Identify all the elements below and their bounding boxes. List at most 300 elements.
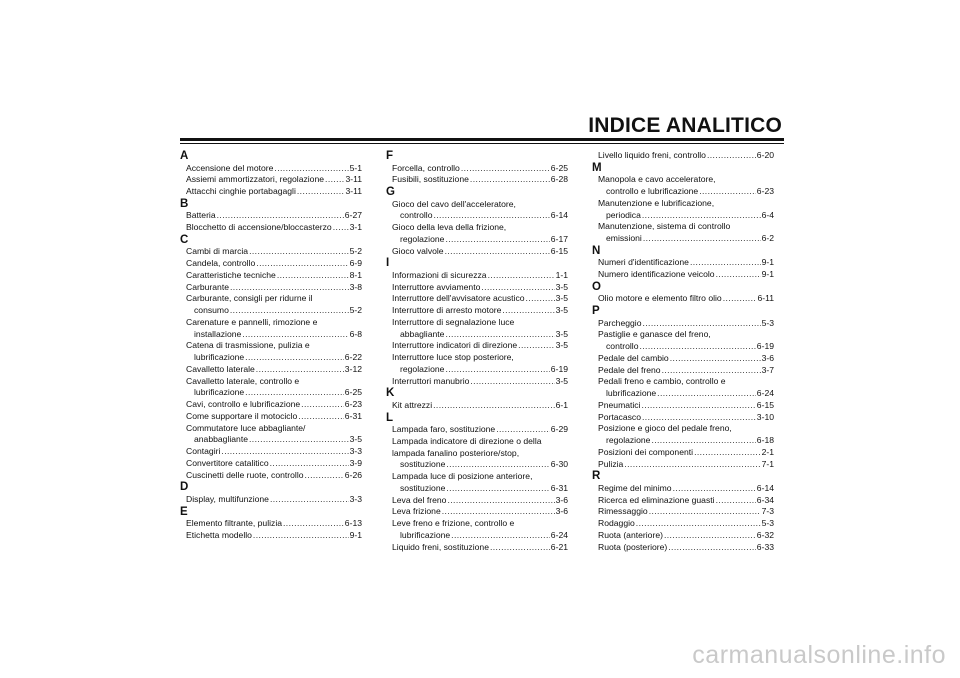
index-entry [386, 305, 568, 317]
index-entry [592, 353, 774, 365]
entry-leader-row [392, 282, 568, 294]
entry-page-number: 7-3 [761, 506, 774, 517]
entry-text: lubrificazione [194, 387, 245, 398]
entry-text: lubrificazione [194, 352, 245, 362]
entry-leader-row [186, 399, 362, 411]
entry-page-number: 6-32 [756, 529, 774, 540]
dot-leader [502, 305, 554, 317]
dot-leader [642, 400, 756, 412]
dot-leader [270, 494, 349, 506]
index-entry [180, 246, 362, 258]
entry-text: Commutatore luce abbagliante/ [186, 422, 306, 433]
dot-leader [217, 210, 344, 222]
dot-leader [707, 150, 756, 162]
entry-text: Posizione e gioco del pedale freno, [598, 423, 732, 434]
entry-text: Rodaggio [598, 518, 635, 528]
index-entry [180, 376, 362, 400]
entry-text: Leva del freno [392, 494, 447, 505]
section-letter: A [180, 150, 189, 162]
entry-page-number: 5-2 [349, 305, 362, 315]
dot-leader [446, 459, 549, 471]
entry-page-number: 3-5 [555, 281, 568, 292]
index-entry [386, 340, 568, 352]
section-letter: R [592, 470, 601, 483]
dot-leader [723, 293, 757, 305]
entry-leader-row [186, 518, 362, 530]
entry-leader-row [598, 518, 774, 530]
entry-page-number: 9-1 [349, 529, 362, 540]
entry-page-number: 3-11 [345, 186, 362, 196]
section-letter: L [386, 411, 394, 424]
entry-leader-row [186, 446, 362, 458]
entry-text: Interruttore di arresto motore [392, 305, 502, 315]
index-entry [386, 174, 568, 186]
index-entry [180, 270, 362, 282]
entry-page-number: 6-24 [756, 388, 774, 398]
index-entry [592, 495, 774, 507]
entry-leader-row [186, 411, 362, 423]
entry-leader-row [186, 364, 362, 376]
dot-leader [274, 163, 348, 175]
section-letter: K [386, 387, 395, 400]
entry-text: Kit attrezzi [392, 399, 433, 410]
dot-leader [305, 470, 344, 482]
entry-page-number: 3-1 [349, 222, 362, 232]
entry-text: Numero identificazione veicolo [598, 269, 715, 279]
section-letter: E [180, 505, 188, 518]
entry-page-number: 6-18 [756, 435, 774, 445]
entry-leader-row [186, 282, 362, 294]
entry-text: Interruttore di segnalazione luce [392, 316, 515, 327]
index-entry [386, 471, 568, 495]
entry-text: Catena di trasmissione, pulizia e [186, 340, 310, 351]
index-entry [180, 470, 362, 482]
entry-page-number: 6-23 [344, 399, 362, 409]
entry-text: Cuscinetti delle ruote, controllo [186, 469, 304, 480]
entry-text: Ricerca ed eliminazione guasti [598, 494, 715, 505]
entry-leader-row [598, 186, 774, 198]
index-entry [386, 436, 568, 471]
entry-text: anabbagliante [194, 434, 249, 445]
entry-leader-row [186, 246, 362, 258]
dot-leader [526, 293, 555, 305]
entry-page-number: 3-11 [345, 174, 362, 185]
entry-text: Pastiglie e ganasce del freno, [598, 329, 711, 340]
entry-leader-row [392, 270, 568, 282]
section-letter: M [592, 161, 602, 174]
entry-page-number: 3-5 [555, 293, 568, 304]
dot-leader [481, 282, 554, 294]
entry-text: controllo [400, 210, 433, 221]
index-entry [180, 163, 362, 175]
entry-leader-row [186, 470, 362, 482]
index-entry [386, 400, 568, 412]
entry-leader-row [598, 447, 774, 459]
entry-leader-row [598, 341, 774, 353]
index-entry [592, 174, 774, 198]
index-entry [180, 411, 362, 423]
dot-leader [325, 174, 344, 186]
entry-text: Carburante [186, 281, 229, 292]
entry-page-number: 6-28 [550, 174, 568, 185]
entry-leader-row [392, 530, 568, 542]
index-entry [592, 459, 774, 471]
entry-page-number: 6-13 [344, 518, 362, 528]
entry-text: regolazione [606, 435, 651, 445]
dot-leader [470, 376, 554, 388]
entry-leader-row [598, 459, 774, 471]
dot-leader [249, 434, 349, 446]
dot-leader [221, 446, 348, 458]
index-entry [180, 186, 362, 198]
entry-page-number: 6-15 [550, 245, 568, 256]
entry-page-number: 6-27 [344, 210, 362, 221]
index-entry [180, 458, 362, 470]
entry-text: Attacchi cinghie portabagagli [186, 186, 296, 196]
index-entry [180, 282, 362, 294]
entry-text: lubrificazione [606, 388, 657, 398]
dot-leader [445, 364, 549, 376]
entry-leader-row [598, 150, 774, 162]
dot-leader [639, 341, 755, 353]
entry-text: Caratteristiche tecniche [186, 269, 276, 280]
index-entry [386, 542, 568, 554]
entry-page-number: 5-3 [761, 317, 774, 328]
entry-page-number: 3-9 [349, 457, 362, 468]
entry-page-number: 3-6 [555, 494, 568, 505]
index-entry [592, 329, 774, 353]
entry-leader-row [186, 458, 362, 470]
section-letter: F [386, 150, 394, 162]
entry-text: Elemento filtrante, pulizia [186, 518, 283, 528]
entry-page-number: 3-5 [555, 328, 568, 339]
dot-leader [716, 495, 756, 507]
section-letter: P [592, 305, 600, 317]
entry-leader-row [392, 340, 568, 352]
index-entry [592, 506, 774, 518]
dot-leader [670, 353, 761, 365]
entry-leader-row [186, 210, 362, 222]
entry-leader-row [598, 542, 774, 554]
entry-page-number: 3-5 [349, 434, 362, 445]
entry-text: regolazione [400, 363, 445, 374]
entry-leader-row [186, 530, 362, 542]
section-letter: O [592, 280, 601, 293]
entry-text: Lampada luce di posizione anteriore, [392, 471, 533, 481]
entry-page-number: 9-1 [761, 269, 774, 279]
entry-page-number: 6-14 [756, 482, 774, 493]
entry-page-number: 3-5 [555, 340, 568, 351]
index-entry [386, 163, 568, 175]
section-letter: B [180, 197, 189, 210]
index-entry [592, 198, 774, 222]
entry-leader-row [392, 400, 568, 412]
dot-leader [256, 364, 344, 376]
entry-leader-row [392, 364, 568, 376]
entry-text: regolazione [400, 233, 445, 244]
entry-text: abbagliante [400, 328, 445, 339]
dot-leader [451, 530, 550, 542]
entry-text: Numeri d'identificazione [598, 257, 689, 268]
dot-leader [445, 329, 554, 341]
entry-text: Regime del minimo [598, 482, 672, 493]
dot-leader [245, 352, 344, 364]
entry-page-number: 6-19 [550, 363, 568, 374]
entry-page-number: 3-6 [761, 352, 774, 363]
index-entry [592, 365, 774, 377]
entry-page-number: 6-17 [550, 233, 568, 244]
index-entry [180, 317, 362, 341]
entry-page-number: 3-7 [761, 364, 774, 375]
index-entry [386, 199, 568, 223]
dot-leader [433, 210, 549, 222]
entry-leader-row [186, 387, 362, 399]
entry-text: Assiemi ammortizzatori, regolazione [186, 174, 325, 185]
entry-text: Etichetta modello [186, 529, 252, 540]
index-entry [592, 400, 774, 412]
index-entry [592, 221, 774, 245]
dot-leader [673, 483, 756, 495]
index-entry [180, 423, 362, 447]
entry-page-number: 3-3 [349, 493, 362, 504]
entry-text: Pedale del freno [598, 364, 661, 375]
watermark: carmanualsonline.info [692, 641, 946, 669]
entry-page-number: 6-31 [550, 482, 568, 493]
dot-leader [270, 458, 349, 470]
entry-text: Manutenzione e lubrificazione, [598, 197, 715, 208]
entry-text: Lampada indicatore di direzione o della [392, 435, 542, 446]
entry-leader-row [186, 186, 362, 198]
entry-text: Forcella, controllo [392, 162, 460, 173]
index-entry [180, 494, 362, 506]
entry-text: Interruttore dell'avvisatore acustico [392, 293, 525, 304]
entry-leader-row [392, 246, 568, 258]
entry-leader-row [186, 163, 362, 175]
index-entry [592, 542, 774, 554]
index-entry [180, 340, 362, 364]
entry-text: Fusibili, sostituzione [392, 174, 469, 185]
entry-leader-row [392, 305, 568, 317]
entry-page-number: 3-6 [555, 506, 568, 517]
entry-page-number: 6-34 [756, 494, 774, 505]
index-entry [180, 174, 362, 186]
entry-page-number: 6-31 [344, 410, 362, 421]
entry-leader-row [186, 494, 362, 506]
index-entry [386, 518, 568, 542]
entry-page-number: 6-19 [756, 341, 774, 351]
entry-text: Portacasco [598, 411, 641, 422]
dot-leader [642, 412, 756, 424]
entry-leader-row [186, 258, 362, 270]
entry-leader-row [186, 352, 362, 364]
dot-leader [651, 435, 755, 447]
index-entry [386, 246, 568, 258]
entry-leader-row [186, 270, 362, 282]
index-entry [180, 222, 362, 234]
entry-leader-row [392, 459, 568, 471]
entry-page-number: 5-3 [761, 518, 774, 528]
dot-leader [716, 269, 761, 281]
dot-leader [694, 447, 761, 459]
index-entry [180, 446, 362, 458]
entry-text: installazione [194, 328, 242, 339]
entry-page-number: 6-22 [344, 352, 362, 362]
entry-text: Posizioni dei componenti [598, 446, 694, 457]
entry-leader-row [598, 400, 774, 412]
entry-text: Cambi di marcia [186, 246, 249, 257]
dot-leader [649, 506, 761, 518]
entry-page-number: 6-14 [550, 210, 568, 221]
dot-leader [657, 388, 756, 400]
entry-text: Come supportare il motociclo [186, 410, 298, 421]
entry-leader-row [392, 329, 568, 341]
dot-leader [253, 530, 349, 542]
dot-leader [256, 258, 348, 270]
entry-page-number: 6-8 [349, 328, 362, 339]
dot-leader [242, 329, 348, 341]
entry-page-number: 3-3 [349, 446, 362, 456]
entry-text: Interruttori manubrio [392, 375, 470, 386]
dot-leader [298, 411, 344, 423]
entry-leader-row [392, 163, 568, 175]
dot-leader [230, 282, 349, 294]
entry-leader-row [392, 293, 568, 305]
entry-leader-row [392, 506, 568, 518]
dot-leader [518, 340, 554, 352]
index-entry [592, 376, 774, 400]
entry-text: Blocchetto di accensione/bloccasterzo [186, 222, 332, 232]
section-letter: N [592, 244, 601, 257]
entry-leader-row [186, 305, 362, 317]
entry-page-number: 3-8 [349, 281, 362, 292]
entry-page-number: 6-29 [550, 424, 568, 434]
section-letter: D [180, 481, 189, 494]
entry-leader-row [598, 257, 774, 269]
entry-leader-row [598, 495, 774, 507]
title-rule-thick [180, 138, 784, 141]
entry-text: Leve freno e frizione, controllo e [392, 518, 515, 528]
entry-text: Gioco del cavo dell'acceleratore, [392, 198, 516, 209]
index-entry [386, 282, 568, 294]
entry-page-number: 3-5 [555, 375, 568, 386]
index-column-3 [592, 150, 774, 553]
title-rule-thin [180, 143, 784, 144]
entry-leader-row [186, 329, 362, 341]
index-entry [386, 293, 568, 305]
index-entry [180, 518, 362, 530]
index-entry [592, 150, 774, 162]
entry-page-number: 5-2 [349, 246, 362, 257]
entry-leader-row [598, 318, 774, 330]
index-entry [386, 270, 568, 282]
entry-page-number: 6-26 [344, 469, 362, 480]
index-entry [592, 318, 774, 330]
index-entry [386, 352, 568, 376]
entry-text: Carburante, consigli per ridurne il [186, 293, 313, 304]
entry-text: Manutenzione, sistema di controllo [598, 221, 731, 232]
entry-leader-row [392, 174, 568, 186]
dot-leader [442, 506, 555, 518]
entry-text: Display, multifunzione [186, 493, 269, 504]
index-entry [592, 530, 774, 542]
entry-leader-row [598, 293, 774, 305]
entry-text: Leva frizione [392, 506, 441, 517]
section-letter: G [386, 186, 395, 198]
entry-leader-row [186, 222, 362, 234]
index-entry [592, 269, 774, 281]
index-entry [592, 518, 774, 530]
entry-text: Pulizia [598, 458, 624, 469]
entry-page-number: 6-23 [756, 186, 774, 196]
dot-leader [301, 399, 344, 411]
dot-leader [470, 174, 550, 186]
entry-text: Liquido freni, sostituzione [392, 541, 489, 552]
entry-text: Contagiri [186, 446, 221, 456]
entry-leader-row [598, 269, 774, 281]
dot-leader [496, 424, 550, 436]
index-entry [180, 258, 362, 270]
entry-page-number: 6-33 [756, 541, 774, 552]
dot-leader [245, 387, 344, 399]
entry-leader-row [598, 365, 774, 377]
index-column-2 [386, 150, 568, 553]
section-letter: C [180, 233, 189, 246]
entry-leader-row [392, 376, 568, 388]
entry-text: consumo [194, 305, 229, 315]
entry-text: Candela, controllo [186, 258, 256, 268]
entry-page-number: 6-4 [761, 209, 774, 220]
entry-leader-row [598, 210, 774, 222]
entry-page-number: 6-2 [761, 233, 774, 243]
index-entry [180, 293, 362, 317]
entry-text: Convertitore catalitico [186, 457, 269, 468]
entry-leader-row [186, 434, 362, 446]
entry-leader-row [598, 233, 774, 245]
entry-text: Cavalletto laterale, controllo e [186, 375, 300, 386]
index-entry [386, 495, 568, 507]
entry-text: periodica [606, 209, 641, 220]
entry-text: Manopola e cavo acceleratore, [598, 174, 716, 185]
index-entry [592, 257, 774, 269]
entry-text: Interruttore luce stop posteriore, [392, 352, 514, 362]
dot-leader [690, 257, 761, 269]
dot-leader [283, 518, 344, 530]
dot-leader [488, 270, 555, 282]
index-column-1 [180, 150, 362, 542]
entry-text: Parcheggio [598, 317, 642, 328]
dot-leader [461, 163, 550, 175]
entry-leader-row [598, 483, 774, 495]
entry-text: Interruttore avviamento [392, 281, 481, 292]
entry-page-number: 6-25 [344, 387, 362, 398]
dot-leader [445, 234, 549, 246]
index-entry [180, 210, 362, 222]
entry-page-number: 5-1 [349, 162, 362, 173]
entry-text: Carenature e pannelli, rimozione e [186, 316, 318, 327]
dot-leader [333, 222, 349, 234]
entry-page-number: 6-20 [756, 150, 774, 160]
entry-text: sostituzione [400, 482, 446, 493]
entry-page-number: 3-12 [344, 363, 362, 374]
entry-page-number: 7-1 [761, 458, 774, 469]
entry-leader-row [598, 412, 774, 424]
dot-leader [662, 365, 761, 377]
entry-page-number: 6-25 [550, 162, 568, 173]
entry-text: lubrificazione [400, 529, 451, 540]
entry-page-number: 6-24 [550, 529, 568, 540]
entry-text: Livello liquido freni, controllo [598, 150, 706, 160]
dot-leader [230, 305, 349, 317]
